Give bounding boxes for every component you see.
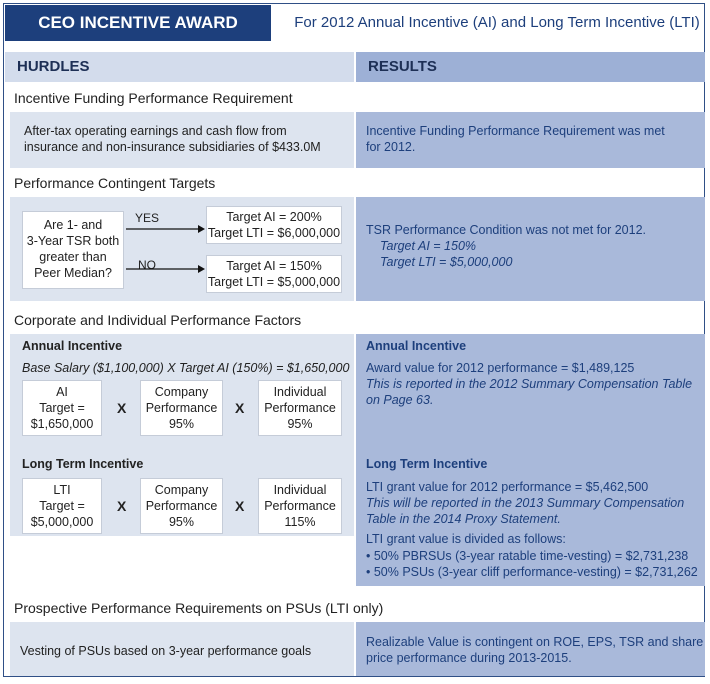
prospective-hurdle-panel [10,622,354,676]
result-lti-value: LTI grant value for 2012 performance = $5,462,500 [366,480,649,494]
page-subtitle: For 2012 Annual Incentive (AI) and Long Term Incentive (LTI) [294,14,700,31]
result-annual-title: Annual Incentive [366,339,467,353]
funding-section-title: Incentive Funding Performance Requirement [14,90,293,106]
ai-target-line3: $1,650,000 [30,417,94,431]
company-label-line1: Company [154,483,209,497]
multiply-sign: X [117,400,127,416]
contingent-result-panel [356,197,705,301]
multiply-sign: X [235,400,245,416]
lti-target-box [22,478,102,534]
contingent-hurdle-panel [10,197,354,301]
no-target-lti: Target LTI = $5,000,000 [207,275,341,289]
yes-target-box [206,206,342,244]
page-title: CEO INCENTIVE AWARD [5,5,271,41]
funding-result-panel [356,112,705,168]
result-lti-note1: This will be reported in the 2013 Summary Compensation [366,496,685,510]
funding-hurdle-line2: insurance and non-insurance subsidiaries of $433.0M [24,140,321,154]
company-performance-ai-box [140,380,223,436]
tsr-question-box [22,211,124,289]
individual-label-line2: Performance [264,499,336,513]
no-label: NO [138,258,156,272]
results-column-header: RESULTS [356,52,705,82]
lti-title: Long Term Incentive [22,457,144,471]
company-ai-value: 95% [168,417,195,431]
no-target-ai: Target AI = 150% [226,259,322,273]
ai-target-line1: AI [56,385,68,399]
individual-label-line2: Performance [264,401,336,415]
yes-target-ai: Target AI = 200% [226,210,322,224]
result-lti-title: Long Term Incentive [366,457,488,471]
contingent-section-title: Performance Contingent Targets [14,175,216,191]
individual-performance-lti-box [258,478,342,534]
funding-hurdle-panel [10,112,354,168]
result-annual-note1: This is reported in the 2012 Summary Compensation Table [366,377,693,391]
lti-target-line3: $5,000,000 [30,515,94,529]
prospective-hurdle: Vesting of PSUs based on 3-year performance goals [20,644,312,658]
result-annual-value: Award value for 2012 performance = $1,489,125 [366,361,635,375]
hurdles-column-header: HURDLES [5,52,354,82]
company-label-line2: Performance [145,401,218,415]
prospective-result-panel [356,622,705,676]
company-lti-value: 95% [168,515,195,529]
ai-target-line2: Target = [39,401,85,415]
yes-target-lti: Target LTI = $6,000,000 [207,226,341,240]
factors-result-panel [356,334,705,586]
decision-arrows [124,217,206,277]
yes-label: YES [135,211,160,225]
lti-target-line1: LTI [53,483,71,497]
funding-result-line2: for 2012. [366,140,416,154]
result-lti-bullet1: • 50% PBRSUs (3-year ratable time-vesting) = $2,731,238 [366,549,689,563]
annual-formula: Base Salary ($1,100,000) X Target AI (150%) = $1,650,000 [22,361,350,375]
ai-target-box [22,380,102,436]
individual-lti-value: 115% [284,515,316,529]
annual-incentive-title: Annual Incentive [22,339,123,353]
contingent-result-lti: Target LTI = $5,000,000 [380,255,513,269]
result-lti-bullet2: • 50% PSUs (3-year cliff performance-vesting) = $2,731,262 [366,565,698,579]
factors-section-title: Corporate and Individual Performance Factors [14,312,302,328]
prospective-result-line1: Realizable Value is contingent on ROE, EPS, TSR and share [366,635,704,649]
individual-performance-ai-box [258,380,342,436]
prospective-section-title: Prospective Performance Requirements on PSUs (LTI only) [14,600,384,616]
contingent-result-line1: TSR Performance Condition was not met for 2012. [366,223,646,237]
funding-result-line1: Incentive Funding Performance Requirement was met [366,124,665,138]
result-lti-divided: LTI grant value is divided as follows: [366,532,566,546]
individual-label-line1: Individual [273,483,327,497]
multiply-sign: X [235,498,245,514]
tsr-question-line4: Peer Median? [34,266,112,280]
contingent-result-ai: Target AI = 150% [380,239,477,253]
tsr-question-line1: Are 1- and [43,218,103,232]
company-performance-lti-box [140,478,223,534]
company-label-line1: Company [154,385,209,399]
tsr-question-line2: 3-Year TSR both [26,234,120,248]
individual-ai-value: 95% [287,417,313,431]
result-annual-note2: on Page 63. [366,393,434,407]
multiply-sign: X [117,498,127,514]
result-lti-note2: Table in the 2014 Proxy Statement. [366,512,561,526]
lti-target-line2: Target = [39,499,85,513]
factors-hurdle-panel [10,334,354,536]
prospective-result-line2: price performance during 2013-2015. [366,651,572,665]
individual-label-line1: Individual [273,385,327,399]
tsr-question-line3: greater than [39,250,107,264]
company-label-line2: Performance [145,499,218,513]
funding-hurdle-line1: After-tax operating earnings and cash flow from [24,124,287,138]
no-target-box [206,255,342,293]
